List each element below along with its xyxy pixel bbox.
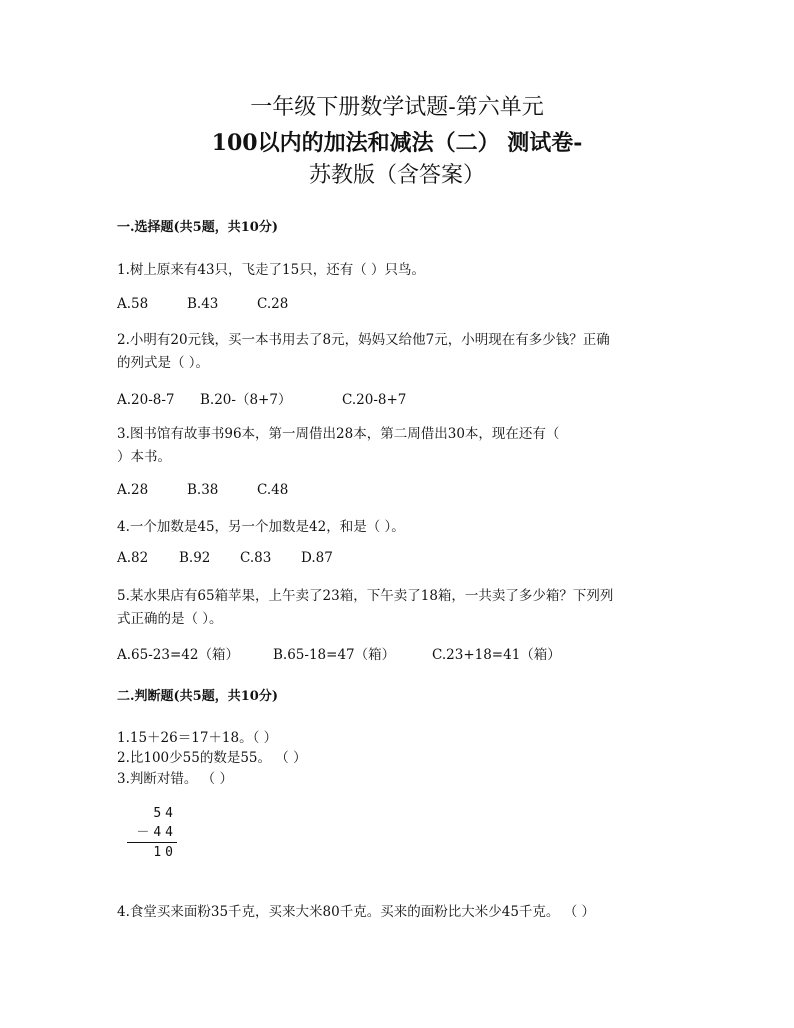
vertical-calculation	[123, 804, 177, 862]
q4-option-c: C.83	[240, 550, 272, 566]
q5-options	[117, 643, 561, 663]
q1-options	[117, 296, 288, 312]
q3-option-c: C.48	[257, 482, 289, 498]
s2-q2-text: 2.比100少55的数是55。 （ ）	[117, 750, 307, 766]
q5-option-c: C.23+18=41（箱）	[432, 647, 561, 663]
section1-heading: 一.选择题(共5题，共10分)	[117, 220, 278, 235]
q1-option-b: B.43	[187, 296, 219, 312]
s2-q1-text: 1.15＋26＝17＋18。（ ）	[117, 730, 278, 746]
vertical-calc-subtrahend: －44	[136, 825, 177, 840]
vertical-calc-result: 10	[153, 845, 177, 860]
q3-text-line2: ）本书。	[117, 449, 171, 465]
q4-option-d: D.87	[301, 550, 333, 566]
q5-option-b: B.65-18=47（箱）	[273, 647, 396, 663]
q4-options	[117, 550, 333, 566]
q3-option-b: B.38	[187, 482, 219, 498]
q5-option-a: A.65-23=42（箱）	[117, 647, 239, 663]
q4-option-a: A.82	[117, 550, 149, 566]
vertical-calc-top: 54	[153, 806, 177, 821]
q3-option-a: A.28	[117, 482, 149, 498]
q2-option-b: B.20-（8+7）	[200, 392, 292, 408]
section2-heading: 二.判断题(共5题，共10分)	[117, 689, 278, 704]
q1-text: 1.树上原来有43只，飞走了15只，还有（ ）只鸟。	[117, 262, 426, 278]
q4-text: 4.一个加数是45，另一个加数是42，和是（ ）。	[117, 519, 405, 535]
q1-option-a: A.58	[117, 296, 149, 312]
s2-q4-text: 4.食堂买来面粉35千克，买来大米80千克。买来的面粉比大米少45千克。 （ ）	[117, 904, 595, 920]
q2-option-a: A.20-8-7	[117, 392, 175, 408]
q1-option-c: C.28	[257, 296, 289, 312]
q3-options	[117, 482, 288, 498]
q4-option-b: B.92	[179, 550, 211, 566]
doc-title-line3: 苏教版（含答案）	[308, 163, 485, 188]
doc-title-line2: 100以内的加法和减法（二） 测试卷-	[211, 130, 583, 156]
s2-q3-text: 3.判断对错。 （ ）	[117, 771, 233, 787]
q2-text-line2: 的列式是（ ）。	[117, 355, 210, 371]
q2-options	[117, 388, 406, 408]
q2-text-line1: 2.小明有20元钱，买一本书用去了8元，妈妈又给他7元，小明现在有多少钱？正确	[117, 332, 610, 348]
q2-option-c: C.20-8+7	[342, 392, 407, 408]
q5-text-line2: 式正确的是（ ）。	[117, 611, 223, 627]
q5-text-line1: 5.某水果店有65箱苹果，上午卖了23箱，下午卖了18箱，一共卖了多少箱？下列列	[117, 588, 614, 604]
doc-title-line1: 一年级下册数学试题-第六单元	[250, 95, 544, 120]
q3-text-line1: 3.图书馆有故事书96本，第一周借出28本，第二周借出30本，现在还有（	[117, 426, 560, 442]
